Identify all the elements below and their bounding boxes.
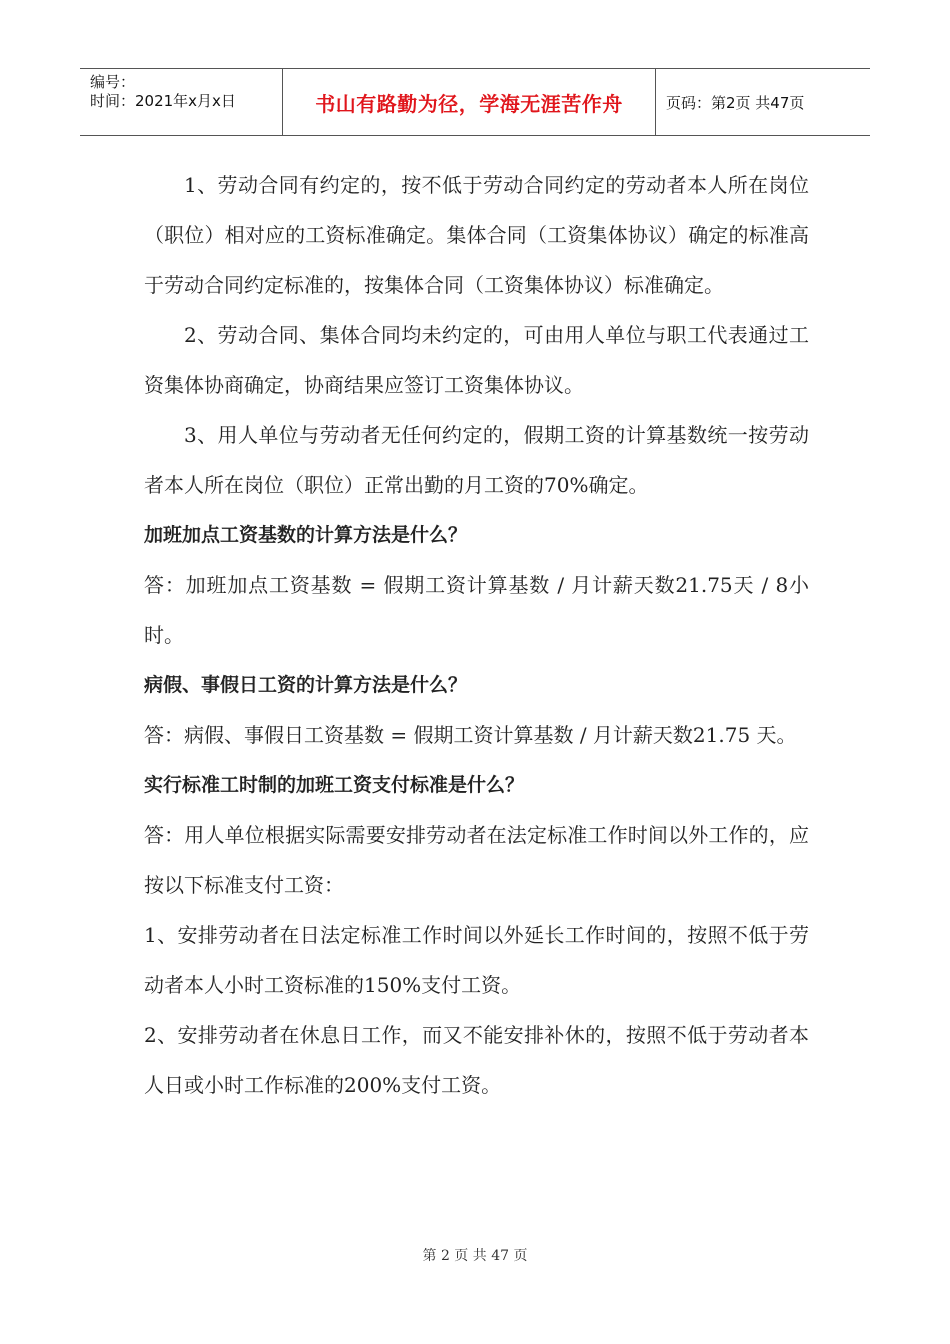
body-paragraph: 答：用人单位根据实际需要安排劳动者在法定标准工作时间以外工作的，应按以下标准支付工资：	[144, 823, 809, 897]
question-heading: 病假、事假日工资的计算方法是什么？	[144, 674, 468, 696]
body-paragraph: 3、用人单位与劳动者无任何约定的，假期工资的计算基数统一按劳动者本人所在岗位（职位）正常出勤的月工资的70%确定。	[144, 423, 809, 497]
body-paragraph: 1、劳动合同有约定的，按不低于劳动合同约定的劳动者本人所在岗位（职位）相对应的工资标准确定。集体合同（工资集体协议）确定的标准高于劳动合同约定标准的，按集体合同（工资集体协议）标准确定。	[144, 173, 809, 297]
body-paragraph: 2、安排劳动者在休息日工作，而又不能安排补休的，按照不低于劳动者本人日或小时工作标准的200%支付工资。	[144, 1023, 809, 1097]
header-meta	[80, 69, 283, 135]
document-body	[144, 160, 809, 1110]
header-page-info: 页码：第2页 共47页	[666, 93, 805, 112]
document-date: 时间：2021年x月x日	[90, 92, 236, 110]
question-heading: 加班加点工资基数的计算方法是什么？	[144, 524, 468, 546]
page-footer: 第 2 页 共 47 页	[422, 1248, 528, 1264]
body-paragraph: 答：病假、事假日工资基数 = 假期工资计算基数 / 月计薪天数21.75 天。	[144, 723, 797, 747]
body-paragraph: 2、劳动合同、集体合同均未约定的，可由用人单位与职工代表通过工资集体协商确定，协商结果应签订工资集体协议。	[144, 323, 809, 397]
page-header	[80, 68, 870, 136]
question-heading: 实行标准工时制的加班工资支付标准是什么？	[144, 774, 525, 796]
body-paragraph: 答：加班加点工资基数 = 假期工资计算基数 / 月计薪天数21.75天 / 8小时。	[144, 573, 809, 647]
header-motto: 书山有路勤为径，学海无涯苦作舟	[283, 69, 656, 135]
document-number-label: 编号：	[90, 73, 136, 91]
body-paragraph: 1、安排劳动者在日法定标准工作时间以外延长工作时间的，按照不低于劳动者本人小时工资标准的150%支付工资。	[144, 923, 809, 997]
